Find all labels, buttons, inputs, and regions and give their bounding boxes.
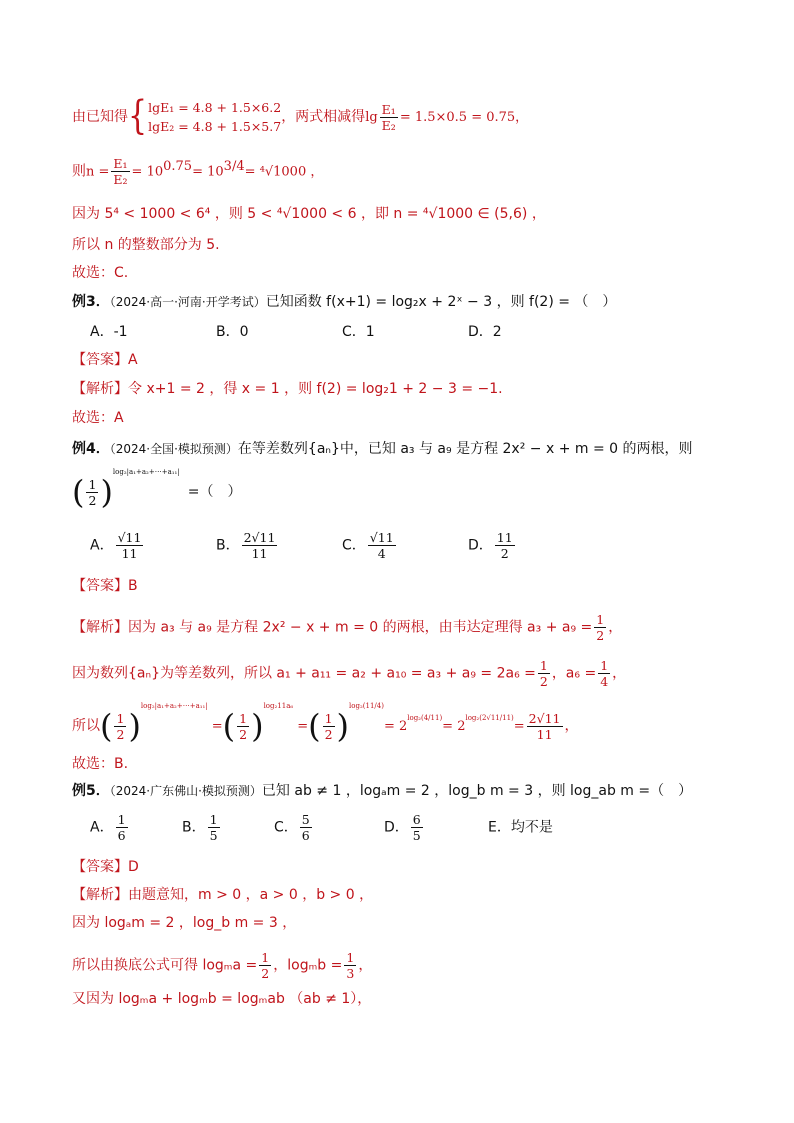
numerator: 1: [600, 658, 609, 673]
example-5-analysis-2: 因为 logₐm = 2 ，log_b m = 3 ，: [72, 915, 297, 931]
exponent-log: log₂|a₁+a₂+⋯+a₁₁|: [112, 468, 180, 476]
option-fraction: [300, 812, 312, 843]
left-paren: (: [72, 473, 85, 511]
option-a: [90, 530, 216, 561]
analysis-label: 【解析】: [72, 381, 128, 397]
left-paren: (: [100, 707, 113, 745]
derivation-line-4: 所以 n 的整数部分为 5.: [72, 237, 220, 253]
answer-value: A: [128, 352, 138, 368]
power-ten-1: = 10: [131, 164, 164, 180]
exponent-2: log₂11a₆: [263, 702, 294, 710]
denominator: 11: [251, 546, 268, 561]
answer-label: 【答案】: [72, 859, 128, 875]
exponent-3: log₂(11/4): [349, 702, 384, 710]
analysis-text: 因为 a₃ 与 a₉ 是方程 2x² − x + m = 0 的两根，由韦达定理得 a₃ + a₉ =: [128, 619, 593, 636]
comma: ，: [612, 665, 627, 682]
fraction-half: [538, 658, 550, 689]
example-4-stem: 在等差数列{aₙ}中，已知 a₃ 与 a₉ 是方程 2x² − x + m = 0 的两根，则: [237, 441, 693, 457]
fraction-1-3: [344, 950, 356, 981]
exponent-4: log₂(4/11): [407, 714, 443, 722]
option-fraction: [368, 530, 396, 561]
numerator: 1: [539, 658, 548, 673]
denominator: 2: [324, 726, 333, 742]
equation-2: lgE₂ = 4.8 + 1.5×5.7: [148, 119, 282, 134]
denominator: 6: [117, 828, 126, 843]
lg-symbol: lg: [365, 110, 378, 125]
numerator: E₁: [381, 101, 396, 117]
answer-value: D: [128, 859, 139, 875]
fraction-result: [527, 711, 563, 742]
option-fraction: [208, 812, 220, 843]
analysis-text: 所以由换底公式可得 logₘa =: [72, 957, 258, 974]
numerator: 2√11: [528, 710, 561, 726]
fourth-root: = ⁴√1000 ，: [244, 164, 324, 180]
right-paren: ): [100, 473, 113, 511]
example-5-stem: 已知 ab ≠ 1 ，logₐm = 2 ，log_b m = 3 ，则 log_ab m =（ ）: [261, 783, 693, 799]
denominator: 2: [116, 726, 125, 742]
example-4-analysis-3: [72, 702, 579, 745]
option-d: [384, 812, 488, 843]
left-paren: (: [222, 707, 236, 745]
power-ten-2: = 10: [192, 164, 224, 180]
fraction-half: [237, 711, 249, 742]
comma: ，: [608, 619, 623, 636]
example-3-options: [90, 323, 594, 341]
analysis-text: 由题意知，m > 0 ，a > 0 ，b > 0 ，: [128, 887, 374, 903]
option-fraction: [411, 812, 423, 843]
n-symbol: n =: [86, 164, 110, 180]
example-5-source: （2024·广东佛山·模拟预测）: [109, 784, 262, 798]
denominator: 2: [539, 674, 548, 689]
denominator: 4: [600, 674, 609, 689]
option-a: A．-1: [90, 324, 128, 340]
analysis-text: 所以: [72, 718, 100, 734]
fraction-e1-e2-b: [111, 156, 129, 187]
example-3-label: 例3．: [72, 294, 110, 310]
text-subtract: ，两式相减得: [281, 109, 366, 125]
exponent-075: 0.75: [163, 158, 193, 174]
option-b: [216, 530, 342, 561]
option-label: B．: [216, 537, 240, 554]
denominator: 2: [596, 628, 605, 643]
option-c: [342, 530, 468, 561]
derivation-line-1: [72, 93, 529, 140]
right-paren: ): [128, 707, 141, 745]
equation-1: lgE₁ = 4.8 + 1.5×6.2: [148, 100, 282, 115]
example-3-source: （2024·高一·河南·开学考试）: [109, 295, 266, 309]
fraction-half: [323, 711, 335, 742]
example-4-source: （2024·全国·模拟预测）: [109, 442, 238, 456]
answer-value: B: [128, 578, 138, 594]
option-fraction: [116, 530, 144, 561]
exponent-1: log₂|a₁+a₂+⋯+a₁₁|: [140, 702, 208, 710]
numerator: √11: [117, 530, 142, 545]
example-4-expression: [72, 468, 242, 511]
answer-label: 【答案】: [72, 578, 128, 594]
example-5-analysis-3: [72, 950, 372, 981]
equals: =: [297, 719, 309, 734]
choice-line-prev: 故选：C.: [72, 265, 129, 281]
example-3-stem: 已知函数 f(x+1) = log₂x + 2ˣ − 3 ，则 f(2) = （ ）: [265, 294, 617, 310]
a6-text: ，a₆ =: [551, 665, 597, 682]
power-two: = 2: [383, 719, 408, 734]
example-4-answer: [72, 577, 138, 595]
example-5-options: [90, 812, 553, 843]
denominator: 2: [261, 966, 270, 981]
exponent-5: log₂(2√11/11): [465, 714, 514, 722]
option-a: [90, 812, 182, 843]
analysis-label: 【解析】: [72, 619, 128, 636]
denominator: 5: [209, 828, 218, 843]
option-label: A．: [90, 537, 114, 554]
left-paren: (: [308, 707, 321, 745]
example-3-answer: [72, 351, 138, 369]
example-4-analysis-2: [72, 658, 626, 689]
example-5-answer: [72, 858, 139, 876]
denominator: 11: [536, 726, 553, 742]
numerator: 1: [261, 950, 270, 965]
derivation-line-3: 因为 5⁴ < 1000 < 6⁴ ，则 5 < ⁴√1000 < 6 ，即 n = ⁴√1000 ∈ (5,6) ，: [72, 206, 546, 222]
blank-tail: =（ ）: [187, 484, 242, 500]
option-c: [274, 812, 384, 843]
fraction-half: [114, 711, 126, 742]
equals: =: [513, 719, 525, 734]
example-4-analysis-1: [72, 612, 622, 643]
equals: =: [211, 719, 223, 734]
numerator: 1: [346, 950, 355, 965]
comma: ，: [358, 957, 373, 974]
option-c: C．1: [342, 324, 375, 340]
analysis-text: 因为数列{aₙ}为等差数列，所以 a₁ + a₁₁ = a₂ + a₁₀ = a₃ + a₉ = 2a₆ =: [72, 665, 536, 682]
denominator: 6: [301, 828, 310, 843]
answer-label: 【答案】: [72, 352, 128, 368]
option-label: B．: [182, 819, 206, 836]
fraction-quarter: [598, 658, 610, 689]
example-3-choice: 故选：A: [72, 410, 124, 426]
example-5-label: 例5．: [72, 783, 110, 799]
fraction-1-2: [259, 950, 271, 981]
example-5-analysis-4: 又因为 logₘa + logₘb = logₘab （ab ≠ 1），: [72, 991, 372, 1007]
option-label: A．: [90, 819, 114, 836]
denominator: 2: [88, 492, 97, 508]
fraction-half: [86, 477, 98, 508]
denominator: 2: [500, 546, 509, 561]
option-label: C．: [274, 819, 298, 836]
denominator: 4: [377, 546, 386, 561]
rhs-value: = 1.5×0.5 = 0.75，: [399, 110, 529, 125]
comma: ，: [564, 718, 579, 734]
option-b: [182, 812, 274, 843]
exponent-fraction: 3/4: [223, 158, 245, 174]
option-d: D．2: [468, 324, 502, 340]
example-4-options: [90, 530, 594, 561]
option-fraction: [495, 530, 515, 561]
example-3-analysis: [72, 380, 503, 398]
analysis-text: 令 x+1 = 2 ，得 x = 1 ，则 f(2) = log₂1 + 2 − 3 = −1.: [128, 381, 503, 397]
fraction-e1-e2: [380, 102, 398, 133]
denominator: 11: [121, 546, 138, 561]
example-5-analysis-1: [72, 886, 373, 904]
denominator: 5: [412, 828, 421, 843]
numerator: 1: [239, 710, 248, 726]
numerator: √11: [369, 530, 394, 545]
denominator: E₂: [381, 117, 396, 133]
power-two: = 2: [442, 719, 466, 734]
option-b: B．0: [216, 324, 249, 340]
text-given: 由已知得: [72, 109, 128, 125]
numerator: 6: [412, 812, 421, 827]
denominator: 2: [239, 726, 248, 742]
analysis-text-mid: ，logₘb =: [273, 957, 343, 974]
numerator: 2√11: [243, 530, 276, 545]
option-fraction: [116, 812, 128, 843]
example-4-choice: 故选：B.: [72, 756, 129, 772]
example-3-question: [72, 293, 616, 311]
example-5-question: [72, 782, 692, 800]
exp-num: 3: [223, 158, 232, 174]
denominator: 3: [346, 966, 355, 981]
option-label: D．: [384, 819, 409, 836]
numerator: 5: [301, 812, 310, 827]
example-4-label: 例4．: [72, 441, 110, 457]
option-fraction: [242, 530, 278, 561]
fraction-half: [594, 612, 606, 643]
numerator: 1: [116, 710, 125, 726]
analysis-label: 【解析】: [72, 887, 128, 903]
option-label: D．: [468, 537, 493, 554]
brace-symbol: {: [128, 93, 148, 140]
numerator: E₁: [113, 156, 128, 171]
right-paren: ): [336, 707, 350, 745]
numerator: 11: [496, 530, 513, 545]
option-e: E．均不是: [488, 819, 553, 836]
right-paren: ): [251, 707, 264, 745]
text-then: 则: [72, 163, 86, 180]
numerator: 1: [324, 710, 333, 726]
derivation-line-2: [72, 156, 323, 187]
numerator: 1: [209, 812, 218, 827]
exp-den: 4: [236, 158, 245, 174]
equation-system: [148, 98, 281, 136]
option-label: C．: [342, 537, 366, 554]
option-d: [468, 530, 594, 561]
denominator: E₂: [113, 172, 128, 187]
numerator: 1: [88, 476, 97, 492]
numerator: 1: [117, 812, 126, 827]
example-4-question: [72, 440, 693, 458]
numerator: 1: [596, 612, 605, 627]
